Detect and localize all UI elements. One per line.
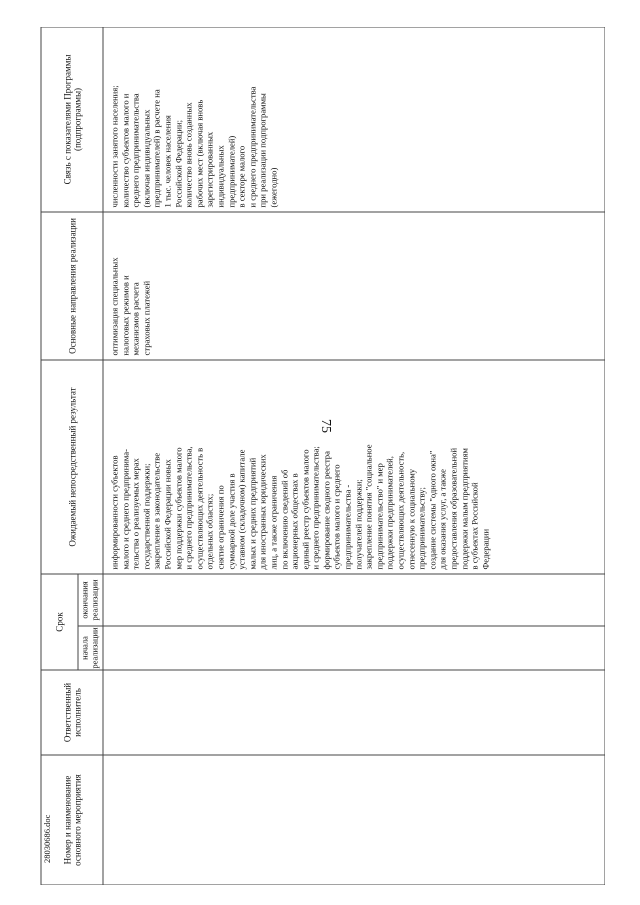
header-result: Ожидаемый непосредственный результат [41,359,103,573]
table-row [103,27,605,885]
cell-result: информированности субъектов малого и среднего предпринима- тельства о реализуемых мерах государственной поддержки; закрепление в законодательстве Российской Федерации новых мер поддержки субъектов малого и среднего предпринимательства, осуществляющих деятельность в отдельных областях; снятие ограничения по суммарной доле участия в уставном (складочном) капитале малых и средних предприятий для иностранных юридических лиц, а также ограничения по включению сведений об акционерных обществах в единый реестр субъектов малого и среднего предпринимательства; формирование сводного реестра субъектов малого и среднего предпринимательства - получателей поддержки; закрепление понятия "социальное предпринимательство" и мер поддержки предпринимателей, осуществляющих деятельность, отнесенную к социальному предпринимательству; создание системы "одного окна" для оказания услуг, а также предоставления образовательной поддержки малым предприятиям в субъектах Российской Федерации [103,359,605,573]
page-number: 75 [318,419,333,433]
cell-link: численности занятого населения; количество субъектов малого и среднего предпринимательства (включая индивидуальных предпринимателей) в расчете на 1 тыс. человек населения Российской Федерации; количество вновь созданных рабочих мест (включая вновь зарегистрированных индивидуальных предпринимателей) в секторе малого и среднего предпринимательства при реализации подпрограммы (ежегодно) [103,27,605,211]
cell-term-end [103,573,605,625]
header-executor: Ответственный исполнитель [41,670,103,755]
header-term: Срок [41,573,78,669]
header-row [41,27,78,885]
cell-directions: оптимизация специальных налоговых режимов и механизмов расчета страховых платежей [103,211,605,359]
measures-table [40,27,605,885]
cell-executor [103,670,605,755]
rotated-table-container [40,27,605,885]
landscape-page [40,27,605,885]
cell-number-name [103,755,605,885]
cell-term-start [103,626,605,670]
document-code: 28030686.doc [42,814,52,863]
header-number-name: Номер и наименование основного мероприятия [41,755,103,885]
header-link: Связь с показателями Программы (подпрограммы) [41,27,103,211]
header-term-end: окончания реализации [78,573,103,625]
header-term-start: начала реализации [78,626,103,670]
header-directions: Основные направления реализации [41,211,103,359]
